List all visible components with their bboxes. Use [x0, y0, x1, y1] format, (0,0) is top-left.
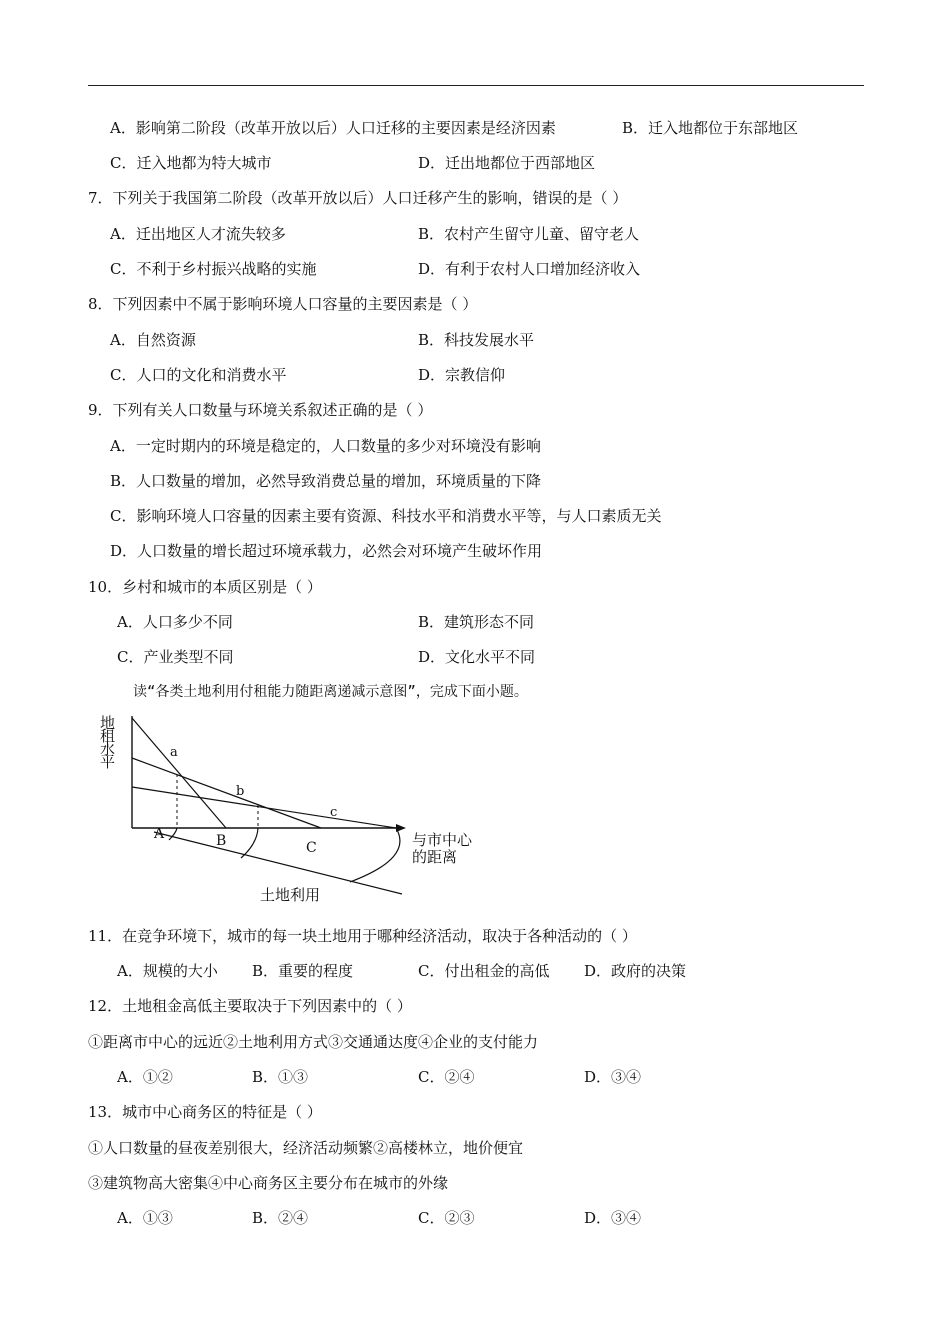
q9-option-b[interactable]: B．人口数量的增加，必然导致消费总量的增加，环境质量的下降 — [110, 472, 542, 490]
q11-option-b[interactable]: B．重要的程度 — [252, 962, 354, 980]
q10-option-d[interactable]: D．文化水平不同 — [418, 648, 536, 666]
q11-option-a[interactable]: A．规模的大小 — [117, 962, 218, 980]
q13-option-b[interactable]: B．②④ — [252, 1209, 309, 1227]
land-use-line — [154, 832, 402, 894]
q10-option-a[interactable]: A．人口多少不同 — [117, 613, 233, 631]
q12-option-a[interactable]: A．①② — [117, 1068, 173, 1086]
y-label-3: 水 — [100, 740, 116, 758]
diagram-intro: 读“各类土地利用付租能力随距离递减示意图”，完成下面小题。 — [133, 684, 528, 700]
land-use-label: 土地利用 — [260, 886, 321, 904]
q13-items-2: ③建筑物高大密集④中心商务区主要分布在城市的外缘 — [88, 1174, 449, 1192]
zone-b-label: B — [216, 833, 227, 849]
q9-option-c[interactable]: C．影响环境人口容量的因素主要有资源、科技水平和消费水平等，与人口素质无关 — [110, 507, 662, 525]
q12-items: ①距离市中心的远近②土地利用方式③交通通达度④企业的支付能力 — [88, 1033, 539, 1051]
q12-option-c[interactable]: C．②④ — [418, 1068, 475, 1086]
rent-line-a — [132, 718, 226, 828]
q9-option-d[interactable]: D．人口数量的增长超过环境承载力，必然会对环境产生破坏作用 — [110, 542, 543, 560]
y-label-4: 平 — [100, 753, 116, 771]
q10-option-b[interactable]: B．建筑形态不同 — [418, 613, 535, 631]
y-label-2: 租 — [100, 727, 116, 745]
zone-arc-b — [241, 828, 258, 858]
q8-option-b[interactable]: B．科技发展水平 — [418, 331, 535, 349]
x-label-1: 与市中心 — [412, 831, 473, 849]
prev-option-c[interactable]: C．迁入地都为特大城市 — [110, 154, 272, 172]
q7-option-b[interactable]: B．农村产生留守儿童、留守老人 — [418, 225, 640, 243]
zone-c-label: C — [306, 840, 317, 856]
header-rule — [88, 85, 864, 86]
q8-option-d[interactable]: D．宗教信仰 — [418, 366, 506, 384]
q12-stem: 12．土地租金高低主要取决于下列因素中的（ ） — [88, 997, 412, 1015]
rent-line-b — [132, 758, 321, 828]
q13-stem: 13．城市中心商务区的特征是（ ） — [88, 1103, 322, 1121]
q13-option-c[interactable]: C．②③ — [418, 1209, 475, 1227]
zone-arc-a — [169, 828, 177, 840]
q9-stem: 9．下列有关人口数量与环境关系叙述正确的是（ ） — [88, 401, 433, 419]
q11-option-c[interactable]: C．付出租金的高低 — [418, 962, 550, 980]
x-label-2: 的距离 — [412, 848, 458, 866]
q8-option-a[interactable]: A．自然资源 — [110, 331, 196, 349]
prev-option-b[interactable]: B．迁入地都位于东部地区 — [622, 119, 799, 137]
line-c-label: c — [330, 805, 338, 820]
zone-a-label: A — [154, 826, 165, 842]
q12-option-d[interactable]: D．③④ — [584, 1068, 642, 1086]
q9-option-a[interactable]: A．一定时期内的环境是稳定的，人口数量的多少对环境没有影响 — [110, 437, 541, 455]
q13-option-d[interactable]: D．③④ — [584, 1209, 642, 1227]
q10-stem: 10．乡村和城市的本质区别是（ ） — [88, 578, 322, 596]
y-label-1: 地 — [100, 714, 116, 732]
prev-option-d[interactable]: D．迁出地都位于西部地区 — [418, 154, 596, 172]
prev-option-a[interactable]: A．影响第二阶段（改革开放以后）人口迁移的主要因素是经济因素 — [110, 119, 556, 137]
q11-option-d[interactable]: D．政府的决策 — [584, 962, 687, 980]
land-rent-diagram — [96, 708, 536, 904]
line-b-label: b — [236, 784, 245, 799]
q8-option-c[interactable]: C．人口的文化和消费水平 — [110, 366, 287, 384]
q7-stem: 7．下列关于我国第二阶段（改革开放以后）人口迁移产生的影响，错误的是（ ） — [88, 189, 628, 207]
q11-stem: 11．在竞争环境下，城市的每一块土地用于哪种经济活动，取决于各种活动的（ ） — [88, 927, 637, 945]
q13-items-1: ①人口数量的昼夜差别很大，经济活动频繁②高楼林立，地价便宜 — [88, 1139, 524, 1157]
q7-option-d[interactable]: D．有利于农村人口增加经济收入 — [418, 260, 641, 278]
q7-option-a[interactable]: A．迁出地区人才流失较多 — [110, 225, 286, 243]
q8-stem: 8．下列因素中不属于影响环境人口容量的主要因素是（ ） — [88, 295, 478, 313]
q13-option-a[interactable]: A．①③ — [117, 1209, 173, 1227]
line-a-label: a — [170, 745, 178, 760]
q7-option-c[interactable]: C．不利于乡村振兴战略的实施 — [110, 260, 317, 278]
q12-option-b[interactable]: B．①③ — [252, 1068, 309, 1086]
q10-option-c[interactable]: C．产业类型不同 — [117, 648, 234, 666]
zone-arc-c — [350, 828, 400, 882]
rent-line-c — [132, 787, 396, 828]
